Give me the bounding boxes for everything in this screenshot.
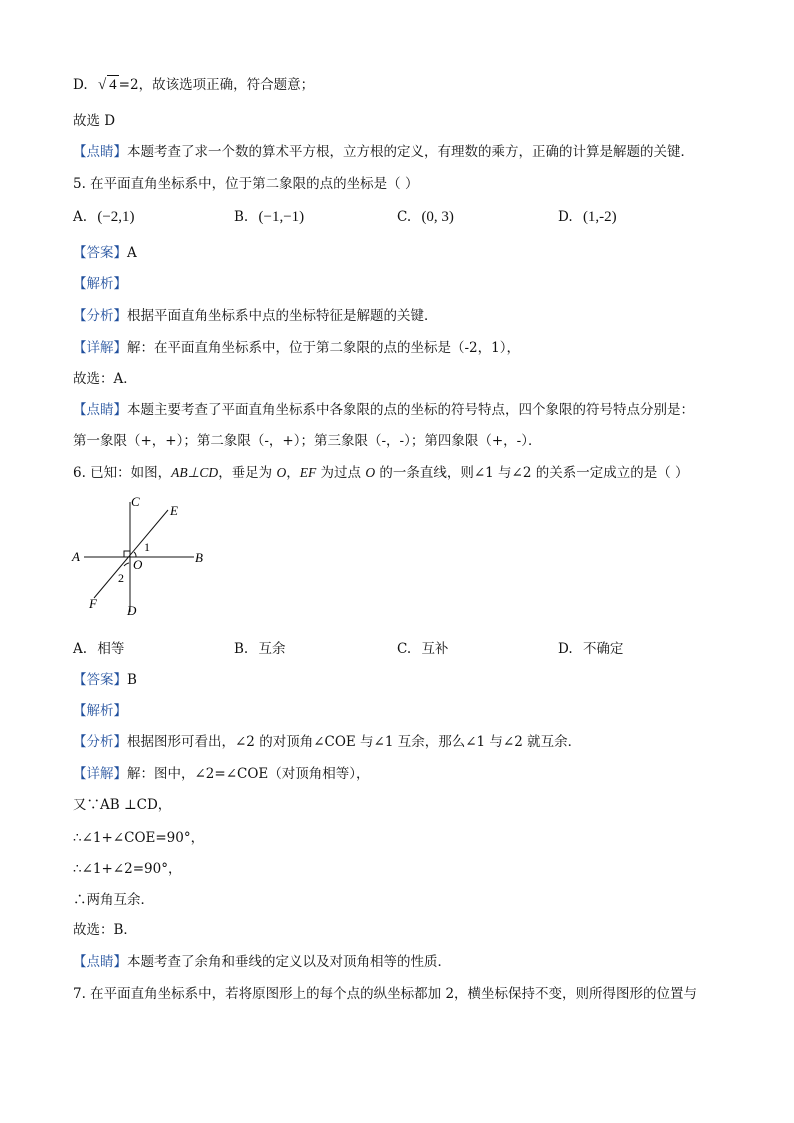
label-f: F [89,596,97,611]
sqrt-expression: √ 4 [97,77,117,93]
q6-step-2: ∴∠1+∠COE=90°， [73,830,205,846]
q6-figure [60,490,220,620]
q6-answer: 【答案】B [73,672,137,688]
q6-choice: 故选：B． [73,922,137,938]
q5-analysis-tag: 【解析】 [73,276,127,292]
q6-analysis: 【分析】根据图形可看出，∠2 的对顶角∠COE 与∠1 互余，那么∠1 与∠2 就互余． [73,734,582,750]
q6-stem: 6. 已知：如图，AB⊥CD，垂足为 O，EF 为过点 O 的一条直线，则∠1 与∠2 的关系一定成立的是（ ） [73,465,689,481]
q7-stem: 7. 在平面直角坐标系中，若将原图形上的每个点的纵坐标都加 2，横坐标保持不变，则所得图形的位置与 [73,986,698,1002]
label-angle-2: 2 [118,571,124,585]
q6-option-b: B. 互余 [234,641,286,657]
label-o: O [133,557,143,572]
q6-step-3: ∴∠1+∠2=90°， [73,861,182,877]
option-label: D. [73,77,88,93]
label-d: D [127,603,137,618]
label-angle-1: 1 [144,540,150,554]
q4-choice: 故选 D [73,113,116,129]
q6-analysis-tag: 【解析】 [73,703,127,719]
q5-stem: 5. 在平面直角坐标系中，位于第二象限的点的坐标是（ ） [73,176,419,192]
line-ef [94,510,168,598]
comment-tag: 【点睛】 [73,144,127,160]
q5-answer: 【答案】A [73,245,137,261]
q6-comment: 【点睛】本题考查了余角和垂线的定义以及对顶角相等的性质． [73,954,451,970]
q5-comment-cont: 第一象限（+，+）；第二象限（-，+）；第三象限（-，-）；第四象限（+，-）． [73,433,542,449]
q6-option-a: A. 相等 [73,641,125,657]
q5-option-b: B. (−1,−1) [234,209,305,225]
q5-detail: 【详解】解：在平面直角坐标系中，位于第二象限的点的坐标是（-2，1）， [73,340,520,356]
q4-comment: 【点睛】本题考查了求一个数的算术平方根，立方根的定义，有理数的乘方，正确的计算是解题的关键． [73,144,694,160]
label-e: E [170,503,178,518]
q5-analysis: 【分析】根据平面直角坐标系中点的坐标特征是解题的关键． [73,308,438,324]
q6-step-4: ∴两角互余． [73,892,154,908]
q5-choice: 故选：A． [73,371,137,387]
q6-detail: 【详解】解：图中，∠2=∠COE（对顶角相等）， [73,766,370,782]
q5-comment: 【点睛】本题主要考查了平面直角坐标系中各象限的点的坐标的符号特点，四个象限的符号特点分别是： [73,402,694,418]
q5-option-d: D. (1,‑2) [558,209,617,225]
q5-option-a: A. (−2,1) [73,209,135,225]
angle-2-arc [124,563,129,566]
label-a: A [72,549,80,564]
answer-tag: 【答案】 [73,245,127,261]
q5-option-c: C. (0, 3) [397,209,454,225]
q6-option-d: D. 不确定 [558,641,624,657]
q6-option-c: C. 互补 [397,641,449,657]
label-b: B [195,550,203,565]
q4-option-d: D. √ 4 =2，故该选项正确，符合题意； [73,77,315,93]
q6-step-1: 又∵AB ⊥CD， [73,797,172,813]
label-c: C [131,494,140,509]
